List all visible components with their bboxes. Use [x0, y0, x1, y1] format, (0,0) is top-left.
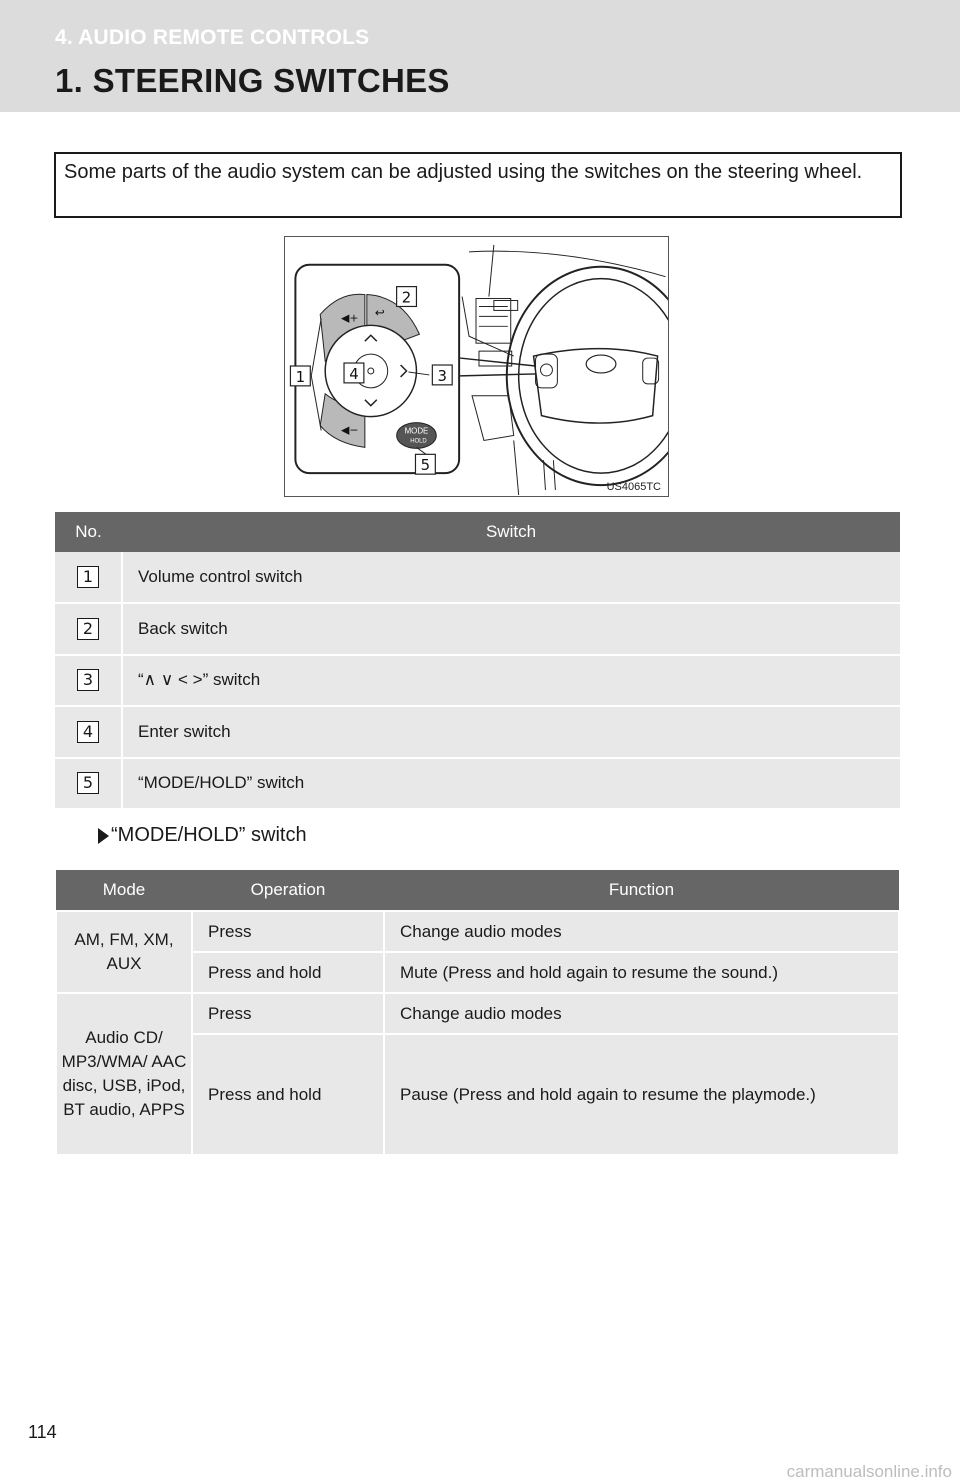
callout-2: 2 — [401, 288, 412, 307]
callout-1: 1 — [295, 367, 306, 386]
table-row — [55, 552, 900, 603]
svg-text:◀+: ◀+ — [341, 311, 359, 325]
mode-hold-table — [55, 870, 900, 1156]
intro-text: Some parts of the audio system can be adjusted using the switches on the steering wheel. — [54, 152, 902, 218]
table-row — [56, 911, 899, 952]
table-row — [55, 758, 900, 809]
triangle-bullet-icon — [98, 828, 109, 844]
steering-wheel-drawing — [285, 237, 668, 496]
table-row — [55, 655, 900, 706]
mode-table-header — [56, 870, 899, 911]
col-no: No. — [55, 512, 122, 552]
switch-table — [55, 512, 900, 810]
watermark: carmanualsonline.info — [786, 1462, 952, 1481]
col-function: Function — [384, 870, 899, 911]
mode-button-label: MODE — [404, 426, 429, 436]
hold-button-label: HOLD — [410, 438, 427, 445]
page-title: 1. STEERING SWITCHES — [55, 62, 450, 99]
function-cell: Change audio modes — [384, 911, 899, 952]
subsection-heading — [98, 824, 307, 847]
col-switch: Switch — [122, 512, 900, 552]
col-operation: Operation — [192, 870, 384, 911]
callout-4: 4 — [349, 364, 359, 383]
callout-3: 3 — [437, 366, 447, 385]
operation-cell: Press and hold — [192, 1034, 384, 1155]
function-cell: Mute (Press and hold again to resume the sound.) — [384, 952, 899, 993]
item-number: 3 — [77, 669, 99, 691]
figure-id: US4065TC — [606, 481, 661, 493]
item-number: 5 — [77, 772, 99, 794]
table-row — [56, 993, 899, 1034]
operation-cell: Press and hold — [192, 952, 384, 993]
switch-name: “MODE/HOLD” switch — [122, 758, 900, 809]
item-number: 4 — [77, 721, 99, 743]
function-cell: Pause (Press and hold again to resume the playmode.) — [384, 1034, 899, 1155]
item-number: 2 — [77, 618, 99, 640]
section-title: 4. AUDIO REMOTE CONTROLS — [55, 26, 370, 49]
function-cell: Change audio modes — [384, 993, 899, 1034]
operation-cell: Press — [192, 993, 384, 1034]
callout-5: 5 — [420, 456, 431, 475]
mode-cell: Audio CD/ MP3/WMA/ AAC disc, USB, iPod, BT audio, APPS — [56, 993, 192, 1155]
switch-name: Volume control switch — [122, 552, 900, 603]
steering-switch-illustration — [284, 236, 669, 497]
mode-cell: AM, FM, XM, AUX — [56, 911, 192, 993]
switch-name: “∧ ∨ < >” switch — [122, 655, 900, 706]
svg-text:◀−: ◀− — [341, 423, 359, 437]
header-band — [0, 0, 960, 112]
table-row — [55, 603, 900, 654]
svg-text:↩: ↩ — [374, 305, 385, 320]
switch-table-header — [55, 512, 900, 552]
item-number: 1 — [77, 566, 99, 588]
switch-name: Back switch — [122, 603, 900, 654]
switch-name: Enter switch — [122, 706, 900, 757]
table-row — [55, 706, 900, 757]
page-number: 114 — [28, 1422, 57, 1442]
subsection-heading-text: “MODE/HOLD” switch — [111, 824, 307, 846]
operation-cell: Press — [192, 911, 384, 952]
col-mode: Mode — [56, 870, 192, 911]
